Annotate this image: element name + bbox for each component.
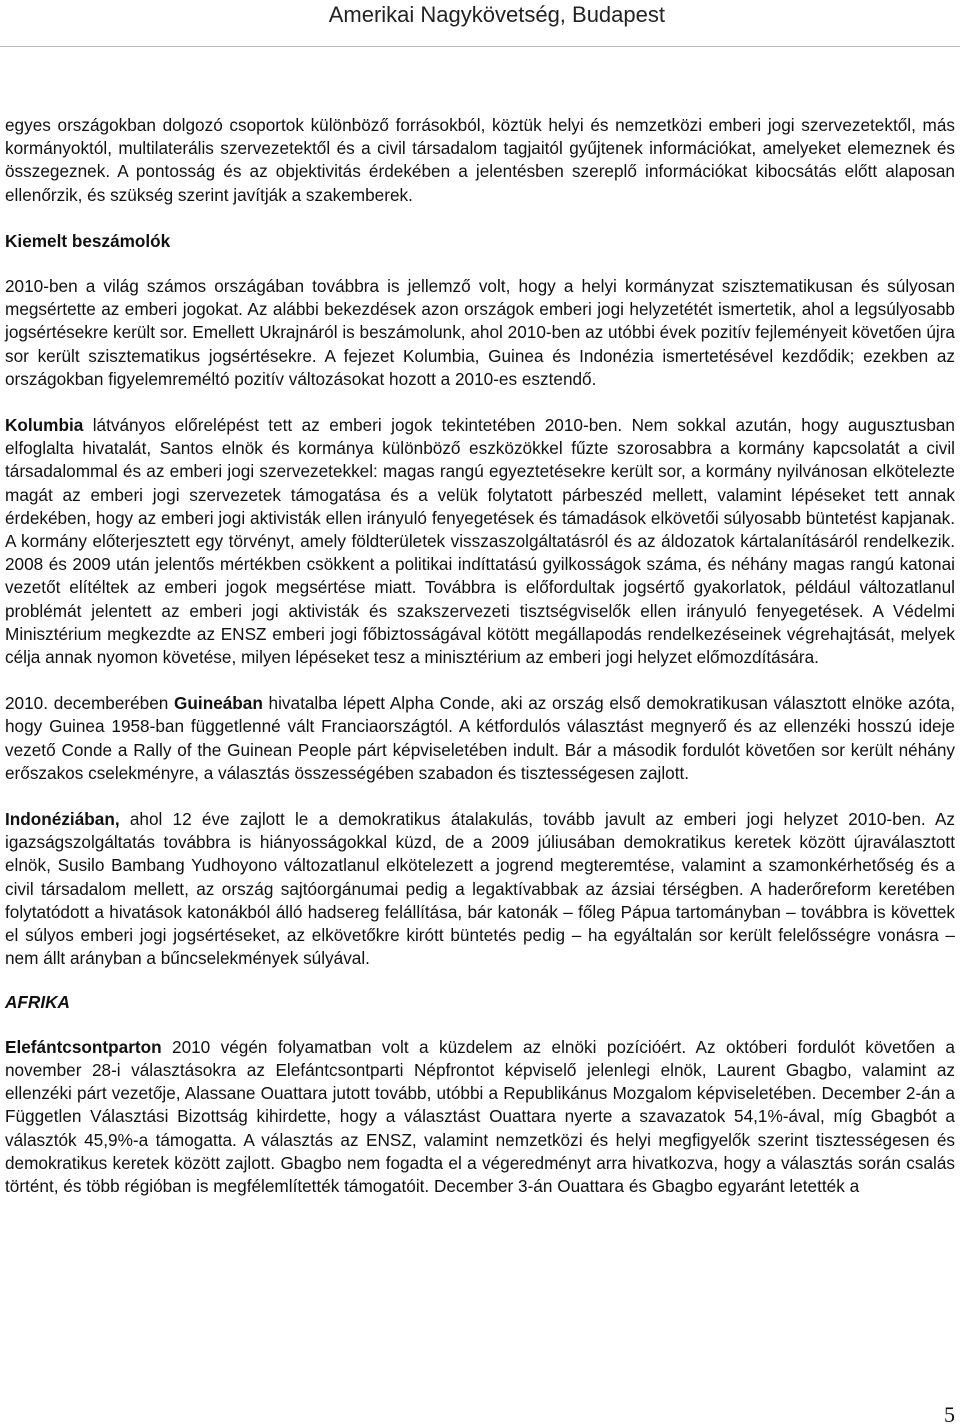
indonesia-paragraph: [5, 808, 955, 970]
section-heading-highlights: Kiemelt beszámolók: [5, 230, 171, 251]
document-body: [5, 114, 955, 1221]
country-name-ivory-coast: Elefántcsontparton: [5, 1036, 162, 1057]
country-name-indonesia: Indonéziában,: [5, 809, 120, 830]
country-name-colombia: Kolumbia: [5, 415, 84, 436]
guinea-intro-text: 2010. decemberében: [5, 693, 175, 714]
ivory-coast-paragraph: [5, 1036, 955, 1198]
guinea-paragraph: [5, 692, 955, 785]
country-name-guinea: Guineában: [174, 693, 263, 714]
ivory-coast-text: 2010 végén folyamatban volt a küzdelem az elnöki pozícióért. Az októberi fordulót követően a november 28-i választásokra az Elefántcsontparti Népfrontot képviselő jelenlegi elnök, Laurent Gbagbo, valamint az ellenzéki párt vezetője, Alassane Ouattara jutott tovább, utóbbi a Republikánus Mozgalom képviseletében. December 2-án a Független Választási Bizottság kihirdette, hogy a választást Ouattara nyerte a szavazatok 54,1%-ával, míg Gbagbót a választók 45,9%-a támogatta. A választás az ENSZ, valamint nemzetközi és helyi megfigyelők szerint tisztességesen és demokratikus keretek között zajlott. Gbagbo nem fogadta el a végeredményt arra hivatkozva, hogy a választás során csalás történt, és több régióban is megfélemlítették támogatóit. December 3-án Ouattara és Gbagbo egyaránt letették a: [5, 1036, 955, 1196]
header-rule: [0, 46, 960, 47]
running-header: Amerikai Nagykövetség, Budapest: [328, 2, 665, 27]
region-heading-africa: AFRIKA: [5, 991, 70, 1012]
colombia-text: látványos előrelépést tett az emberi jogok tekintetében 2010-ben. Nem sokkal azután, hogy augusztusban elfoglalta hivatalát, Santos elnök és kormánya különböző eszközökkel fűzte szorosabbra a kormány kapcsolatát a civil társadalommal és az emberi jogi szervezetekkel: magas rangú egyeztetésekre került sor, a kormány nyilvánosan elkötelezte magát az emberi jogi szervezetek támogatása és a velük folytatott párbeszéd mellett, valamint lépéseket tett annak érdekében, hogy az emberi jogi aktivisták ellen irányuló fenyegetések és támadások elkövetői súlyosabb büntetést kapjanak. A kormány előterjesztett egy törvényt, amely földterületek visszaszolgáltatásról és az áldozatok kártalanításáról rendelkezik. 2008 és 2009 után jelentős mértékben csökkent a politikai indíttatású gyilkosságok száma, és néhány magas rangú katonai vezetőt elítéltek az emberi jogok megsértése miatt. Továbbra is előfordultak jogsértő gyakorlatok, például változatlanul problémát jelentett az emberi jogi aktivisták és szakszervezeti tisztségviselők ellen irányuló fenyegetések. A Védelmi Minisztérium megkezdte az ENSZ emberi jogi főbiztosságával kötött megállapodás rendelkezéseinek végrehajtását, melyek célja annak nyomon követése, milyen lépéseket tesz a minisztérium az emberi jogi helyzet előmozdítására.: [5, 415, 955, 668]
intro-paragraph: egyes országokban dolgozó csoportok különböző forrásokból, köztük helyi és nemzetközi emberi jogi szervezetektől, más kormányoktól, multilaterális szervezetektől és a civil társadalom tagjaitól gyűjtenek információkat, amelyeket elemeznek és összegeznek. A pontosság és az objektivitás érdekében a jelentésben szereplő információkat kibocsátás előtt alaposan ellenőrzik, és szükség szerint javítják a szakemberek.: [5, 115, 955, 205]
page-number: 5: [944, 1402, 955, 1427]
indonesia-text: ahol 12 éve zajlott le a demokratikus átalakulás, tovább javult az emberi jogi helyzet 2010-ben. Az igazságszolgáltatás továbbra is hiányosságokkal küzd, de a 2009 júliusában demokratikus keretek között újraválasztott elnök, Susilo Bambang Yudhoyono változatlanul elkötelezett a jogrend megteremtése, valamint a szamonkérhetőség és a civil társadalom mellett, az ország sajtóorgánumai pedig a legaktívabbak az ázsiai térségben. A haderőreform keretében folytatódott a hivatások katonákból álló hadsereg felállítása, bár katonák – főleg Pápua tartományban – továbbra is követtek el súlyos emberi jogi jogsértéseket, az elkövetőkre kirótt büntetés pedig – ha egyáltalán sor került felelősségre vonásra – nem állt arányban a bűncselekmények súlyával.: [5, 809, 955, 969]
highlights-paragraph: 2010-ben a világ számos országában továbbra is jellemző volt, hogy a helyi kormányzat szisztematikusan és súlyosan megsértette az emberi jogokat. Az alábbi bekezdések azon országok emberi jogi helyzetétét ismertetik, ahol a legsúlyosabb jogsértésekre került sor. Emellett Ukrajnáról is beszámolunk, ahol 2010-ben az utóbbi évek pozitív fejleményeit követően újra sor került szisztematikus jogsértésekre. A fejezet Kolumbia, Guinea és Indonézia ismertetésével kezdődik; ezekben az országokban figyelemreméltó pozitív változásokat hozott a 2010-es esztendő.: [5, 276, 955, 389]
colombia-paragraph: [5, 414, 955, 669]
guinea-text: hivatalba lépett Alpha Conde, aki az ország első demokratikusan választott elnöke azóta, hogy Guinea 1958-ban függetlenné vált Franciaországtól. A kétfordulós választást megnyerő és az ellenzéki hosszú ideje vezető Conde a Rally of the Guinean People párt képviseletében indult. Bár a második fordulót követően sor került néhány erőszakos cselekményre, a választás összességében szabadon és tisztességesen zajlott.: [5, 693, 955, 783]
